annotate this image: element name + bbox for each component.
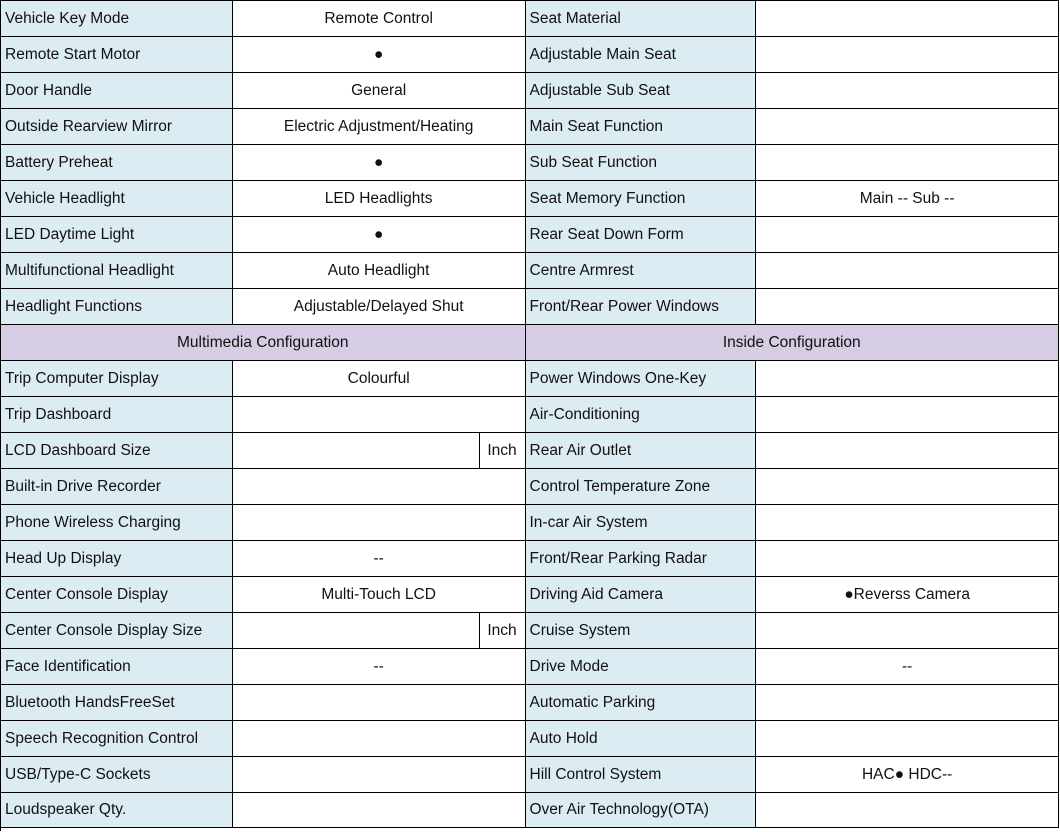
spec-label: Power Windows One-Key [526, 361, 757, 397]
spec-label: Trip Computer Display [1, 361, 233, 397]
table-row [1, 757, 1059, 793]
spec-value [756, 541, 1059, 577]
spec-value: Colourful [233, 361, 526, 397]
spec-value: Remote Control [233, 1, 526, 37]
spec-value [756, 109, 1059, 145]
table-row [1, 685, 1059, 721]
spec-label: LED Daytime Light [1, 217, 233, 253]
spec-label: Center Console Display Size [1, 613, 233, 649]
spec-label: Multifunctional Headlight [1, 253, 233, 289]
table-row [1, 541, 1059, 577]
spec-label: Speech Recognition Control [1, 721, 233, 757]
table-row [1, 181, 1059, 217]
spec-value: Electric Adjustment/Heating [233, 109, 526, 145]
spec-value [233, 721, 526, 757]
table-row [1, 469, 1059, 505]
spec-label: Door Handle [1, 73, 233, 109]
spec-label: Adjustable Sub Seat [526, 73, 757, 109]
spec-label: Loudspeaker Qty. [1, 793, 233, 828]
spec-value [756, 289, 1059, 325]
table-row [1, 433, 1059, 469]
spec-label: Sub Seat Function [526, 145, 757, 181]
spec-label: Front/Rear Power Windows [526, 289, 757, 325]
section-header-row [1, 325, 1059, 361]
section-header-inside: Inside Configuration [526, 325, 1060, 361]
spec-value: ● [233, 145, 526, 181]
spec-value [233, 757, 526, 793]
table-row [1, 397, 1059, 433]
spec-value: -- [756, 649, 1059, 685]
table-row [1, 289, 1059, 325]
spec-label: Cruise System [526, 613, 757, 649]
spec-label: Outside Rearview Mirror [1, 109, 233, 145]
spec-label: Rear Air Outlet [526, 433, 757, 469]
spec-value [756, 361, 1059, 397]
table-row [1, 613, 1059, 649]
spec-value [756, 793, 1059, 828]
spec-label: Hill Control System [526, 757, 757, 793]
spec-value: ● [233, 37, 526, 73]
table-row [1, 109, 1059, 145]
unit-label: Inch [480, 613, 526, 649]
section-header-multimedia: Multimedia Configuration [1, 325, 526, 361]
unit-label: Inch [480, 433, 526, 469]
spec-value [756, 253, 1059, 289]
spec-value [233, 685, 526, 721]
table-row [1, 37, 1059, 73]
spec-value: General [233, 73, 526, 109]
table-row [1, 721, 1059, 757]
spec-label: Automatic Parking [526, 685, 757, 721]
spec-value [756, 469, 1059, 505]
spec-value [233, 397, 526, 433]
spec-label: Centre Armrest [526, 253, 757, 289]
spec-value: -- [233, 649, 526, 685]
spec-label: Center Console Display [1, 577, 233, 613]
spec-value: Adjustable/Delayed Shut [233, 289, 526, 325]
table-row [1, 505, 1059, 541]
spec-label: LCD Dashboard Size [1, 433, 233, 469]
spec-value [756, 145, 1059, 181]
spec-value: -- [233, 541, 526, 577]
spec-label: Bluetooth HandsFreeSet [1, 685, 233, 721]
table-row [1, 793, 1059, 828]
spec-label: Vehicle Key Mode [1, 1, 233, 37]
table-row [1, 253, 1059, 289]
spec-label: Main Seat Function [526, 109, 757, 145]
spec-label: Driving Aid Camera [526, 577, 757, 613]
table-row [1, 649, 1059, 685]
spec-value [233, 793, 526, 828]
spec-label: Seat Material [526, 1, 757, 37]
spec-label: Headlight Functions [1, 289, 233, 325]
spec-label: Phone Wireless Charging [1, 505, 233, 541]
spec-value [756, 613, 1059, 649]
spec-value: Multi-Touch LCD [233, 577, 526, 613]
spec-label: Drive Mode [526, 649, 757, 685]
spec-value: Auto Headlight [233, 253, 526, 289]
spec-label: Rear Seat Down Form [526, 217, 757, 253]
spec-value [756, 685, 1059, 721]
spec-value [756, 73, 1059, 109]
spec-label: Adjustable Main Seat [526, 37, 757, 73]
spec-value: HAC● HDC-- [756, 757, 1059, 793]
spec-label: Control Temperature Zone [526, 469, 757, 505]
table-row [1, 361, 1059, 397]
spec-value [233, 433, 480, 469]
table-row [1, 1, 1059, 37]
spec-value: Main -- Sub -- [756, 181, 1059, 217]
spec-label: Over Air Technology(OTA) [526, 793, 757, 828]
spec-label: Remote Start Motor [1, 37, 233, 73]
spec-value [756, 505, 1059, 541]
table-row [1, 577, 1059, 613]
spec-label: Auto Hold [526, 721, 757, 757]
spec-label: USB/Type-C Sockets [1, 757, 233, 793]
spec-label: Seat Memory Function [526, 181, 757, 217]
spec-value: ● [233, 217, 526, 253]
spec-value [233, 613, 480, 649]
table-row [1, 217, 1059, 253]
spec-label: Trip Dashboard [1, 397, 233, 433]
spec-value [233, 469, 526, 505]
spec-label: In-car Air System [526, 505, 757, 541]
spec-label: Vehicle Headlight [1, 181, 233, 217]
spec-label: Front/Rear Parking Radar [526, 541, 757, 577]
spec-label: Built-in Drive Recorder [1, 469, 233, 505]
spec-value [756, 37, 1059, 73]
spec-value: ●Reverss Camera [756, 577, 1059, 613]
spec-value [756, 217, 1059, 253]
table-row [1, 73, 1059, 109]
spec-value [756, 1, 1059, 37]
spec-value [233, 505, 526, 541]
spec-label: Battery Preheat [1, 145, 233, 181]
spec-value [756, 397, 1059, 433]
spec-value [756, 721, 1059, 757]
spec-label: Head Up Display [1, 541, 233, 577]
spec-label: Face Identification [1, 649, 233, 685]
spec-label: Air-Conditioning [526, 397, 757, 433]
spec-value [756, 433, 1059, 469]
table-row [1, 145, 1059, 181]
spec-value: LED Headlights [233, 181, 526, 217]
